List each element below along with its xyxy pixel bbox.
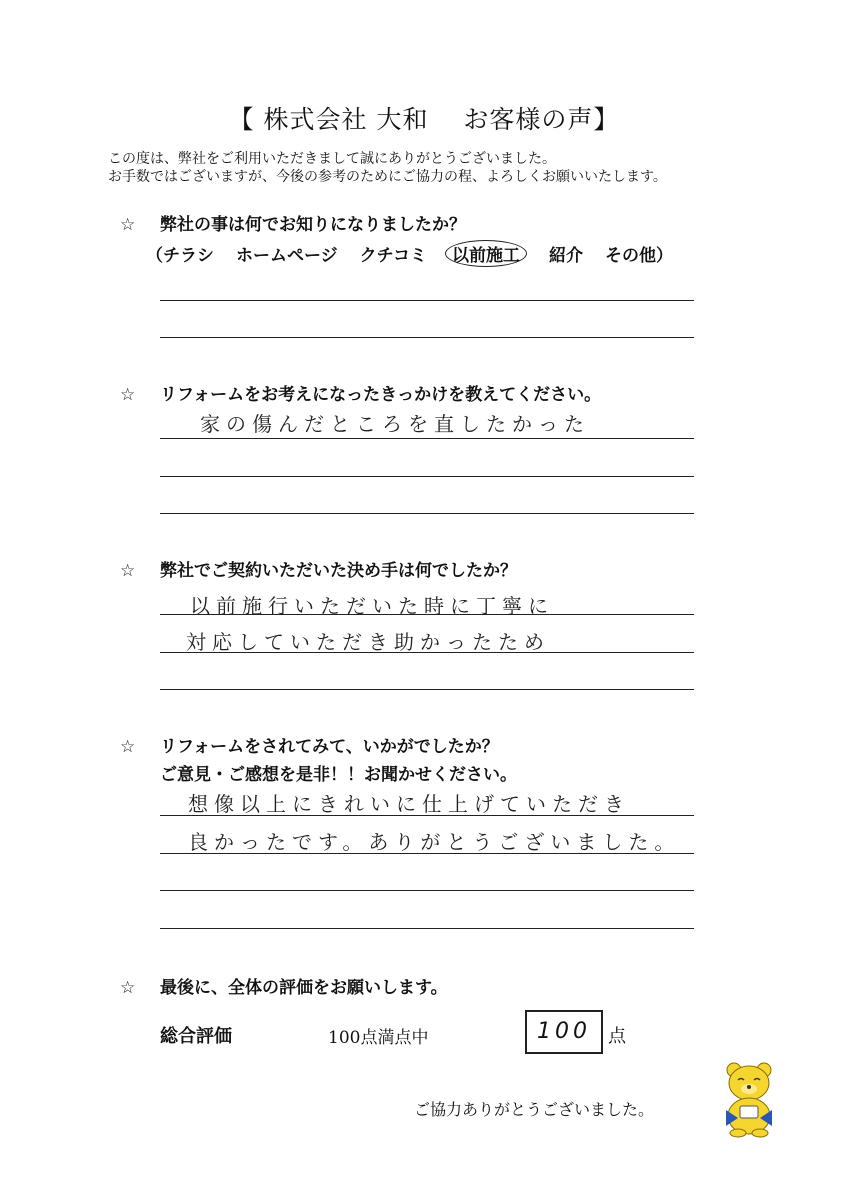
- question-2-text: リフォームをお考えになったきっかけを教えてください。: [160, 385, 602, 405]
- answer-line: [160, 476, 694, 477]
- answer-line: [160, 652, 694, 653]
- close-paren: ）: [656, 246, 673, 266]
- rating-scale: 100点満点中: [328, 1028, 429, 1048]
- answer-3-line-2: 対応していただき助かったため: [186, 630, 550, 654]
- score-unit: 点: [608, 1026, 626, 1047]
- bear-mascot-icon: [716, 1058, 782, 1138]
- intro-line-1: この度は、弊社をご利用いただきまして誠にありがとうございました。: [108, 151, 556, 167]
- star-icon: ☆: [120, 737, 136, 757]
- question-1-text: 弊社の事は何でお知りになりましたか？: [160, 215, 466, 235]
- question-4: [120, 732, 499, 757]
- option-other: その他: [605, 246, 656, 266]
- question-4-text: リフォームをされてみて、いかがでしたか？: [160, 737, 499, 757]
- option-previous-work-selected: 以前施工: [445, 240, 527, 267]
- star-icon: ☆: [120, 978, 136, 998]
- overall-rating-label: 総合評価: [160, 1026, 232, 1047]
- option-referral: 紹介: [549, 246, 583, 266]
- question-5-text: 最後に、全体の評価をお願いします。: [160, 978, 448, 998]
- page-title: 【 株式会社 大和 お客様の声】: [228, 105, 620, 134]
- question-1: [120, 210, 466, 235]
- question-1-options: [146, 240, 673, 267]
- answer-3-line-1: 以前施行いただいた時に丁寧に: [190, 594, 554, 618]
- open-paren: （: [146, 246, 163, 266]
- answer-line: [160, 689, 694, 690]
- answer-line: [160, 853, 694, 854]
- answer-line: [160, 614, 694, 615]
- question-3-text: 弊社でご契約いただいた決め手は何でしたか？: [160, 561, 517, 581]
- answer-line: [160, 438, 694, 439]
- star-icon: ☆: [120, 385, 136, 405]
- question-2: [120, 380, 601, 405]
- question-5: [120, 973, 448, 998]
- option-flyer: チラシ: [163, 246, 214, 266]
- option-word-of-mouth: クチコミ: [359, 246, 427, 266]
- star-icon: ☆: [120, 561, 136, 581]
- question-3: [120, 556, 517, 581]
- answer-4-line-1: 想像以上にきれいに仕上げていただき: [188, 792, 630, 816]
- answer-2-line-1: 家の傷んだところを直したかった: [200, 412, 590, 436]
- intro-line-2: お手数ではございますが、今後の参考のためにご協力の程、よろしくお願いいたします。: [108, 169, 667, 185]
- answer-line: [160, 337, 694, 338]
- answer-line: [160, 815, 694, 816]
- question-4-text-2: ご意見・ご感想を是非！！お聞かせください。: [160, 765, 517, 785]
- closing-message: ご協力ありがとうございました。: [414, 1100, 655, 1119]
- answer-line: [160, 513, 694, 514]
- score-box: 100: [525, 1010, 603, 1054]
- answer-line: [160, 300, 694, 301]
- answer-line: [160, 928, 694, 929]
- answer-line: [160, 890, 694, 891]
- star-icon: ☆: [120, 215, 136, 235]
- answer-4-line-2: 良かったです。ありがとうございました。: [188, 830, 681, 854]
- option-homepage: ホームページ: [236, 246, 338, 266]
- intro-text: [108, 150, 667, 186]
